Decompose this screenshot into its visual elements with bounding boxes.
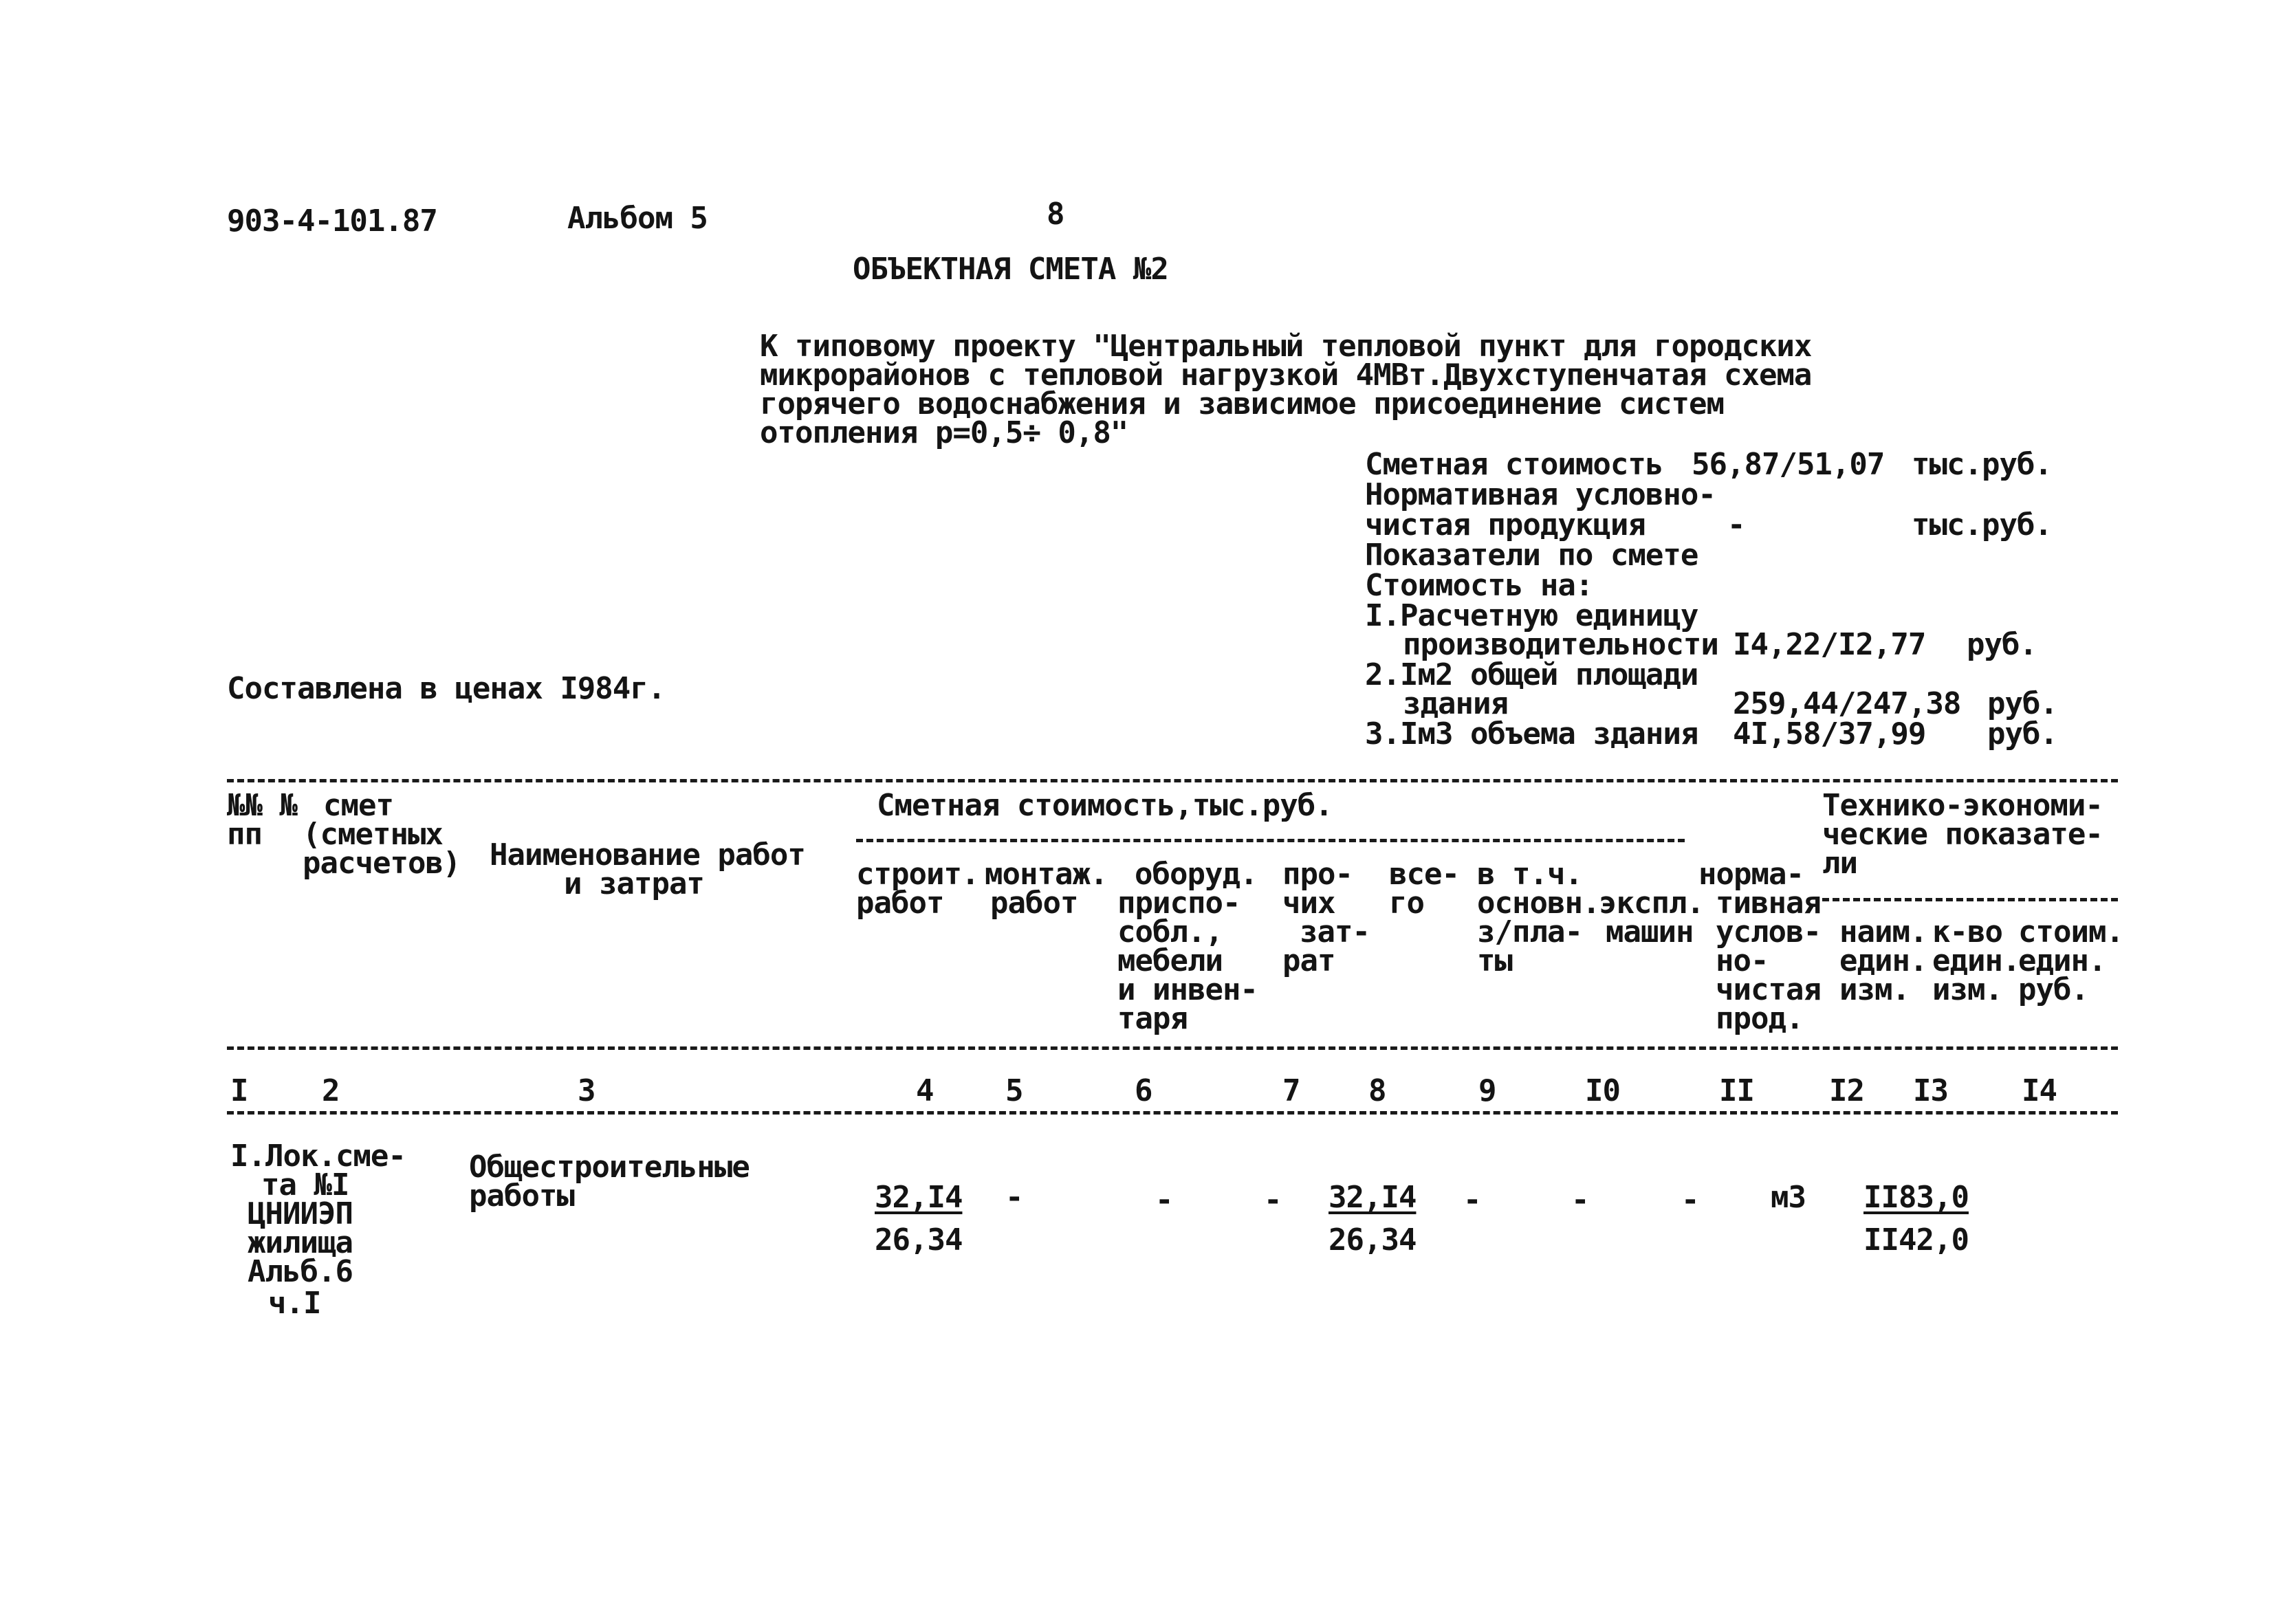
header-c6: таря [1117,1001,1188,1036]
column-number: I3 [1913,1073,1948,1108]
cell-c7: - [1264,1183,1282,1218]
header-name: и затрат [564,866,704,901]
cost-group-rule [856,839,1685,842]
indicator-2-unit: руб. [1987,686,2057,721]
row-name: Общестроительные [469,1150,750,1185]
header-c13: един. [1932,943,2020,978]
cost-value: 56,87/51,07 [1692,447,1885,482]
header-c10: машин [1606,914,1694,950]
header-c8: все- [1389,857,1459,892]
header-c12: наим. [1839,914,1927,950]
cost-label: Сметная стоимость [1365,447,1663,482]
column-number: I4 [2022,1073,2057,1108]
header-c10: экспл. [1599,886,1704,921]
indicator-3-value: 4I,58/37,99 [1733,716,1926,751]
row-ref: Альб.6 [248,1254,353,1289]
column-number: 8 [1368,1073,1386,1108]
indicator-2-value: 259,44/247,38 [1733,686,1961,721]
document-code: 903-4-101.87 [227,204,437,239]
header-c7: зат- [1300,914,1370,950]
cost-unit: тыс.руб. [1912,447,2052,482]
album-label: Альбом 5 [567,201,708,236]
cell-c5: - [1005,1180,1023,1215]
cell-c9: - [1463,1183,1481,1218]
header-c9: з/пла- [1477,914,1582,950]
header-c14: стоим. [2018,914,2123,950]
header-c14: руб. [2018,972,2088,1007]
header-c6: и инвен- [1117,972,1258,1007]
cell-c6: - [1155,1183,1173,1218]
header-cost-group: Сметная стоимость,тыс.руб. [877,788,1333,823]
indicator-1-value: I4,22/I2,77 [1733,627,1926,662]
norm-label: Нормативная условно- [1365,477,1716,512]
header-c12: изм. [1839,972,1910,1007]
indicator-1-label: производительности [1403,627,1718,662]
row-ref: ч.I [268,1286,321,1321]
cell-c8-top: 32,I4 [1329,1180,1417,1215]
header-c11: норма- [1698,857,1804,892]
indicator-2-label: здания [1403,686,1508,721]
project-line: микрорайонов с тепловой нагрузкой 4МВт.Двухступенчатая схема [760,358,1812,393]
header-c11: прод. [1716,1001,1804,1036]
indicator-3-unit: руб. [1987,716,2057,751]
header-no: пп [227,817,262,852]
cell-c13-top: II83,0 [1863,1180,1969,1215]
column-number: I [230,1073,248,1108]
cell-c4-bottom: 26,34 [875,1222,963,1258]
header-c11: чистая [1716,972,1821,1007]
header-c9: ты [1477,943,1512,978]
cell-c8-bottom: 26,34 [1329,1222,1417,1258]
indicator-3-label: 3.Iм3 объема здания [1365,716,1698,751]
row-ref: та №I [261,1167,349,1203]
cell-c10: - [1571,1183,1589,1218]
row-ref: I.Лок.сме- [230,1139,406,1174]
column-number: I2 [1829,1073,1864,1108]
header-c7: чих [1282,886,1335,921]
tech-group-rule [1822,898,2118,901]
header-smet: (сметных [303,817,443,852]
header-smet: смет [323,788,393,823]
document-title: ОБЪЕКТНАЯ СМЕТА №2 [853,252,1168,287]
header-c6: приспо- [1117,886,1240,921]
header-c11: но- [1716,943,1769,978]
row-ref: жилища [248,1225,353,1260]
header-c5: работ [990,886,1078,921]
header-name: Наименование работ [490,837,805,873]
header-c9: основн. [1477,886,1600,921]
column-number: 4 [916,1073,934,1108]
norm-label: чистая продукция [1365,507,1646,542]
header-smet: расчетов) [303,846,461,881]
column-number: 3 [578,1073,595,1108]
header-c6: собл., [1117,914,1223,950]
project-line: К типовому проекту "Центральный тепловой пункт для городских [760,329,1812,364]
header-c13: к-во [1932,914,2002,950]
cell-c11: - [1681,1183,1699,1218]
column-numbers-rule [227,1111,2118,1115]
header-tech-group: Технико-экономи- [1822,788,2103,823]
header-c6: оборуд. [1135,857,1258,892]
header-c5: монтаж. [985,857,1108,892]
header-c11: услов- [1716,914,1821,950]
header-c13: изм. [1932,972,2002,1007]
header-no: №№ № [227,788,297,823]
cell-c13-bottom: II42,0 [1863,1222,1969,1258]
row-name: работы [469,1178,574,1214]
table-rule-header-bottom [227,1046,2118,1050]
column-number: 6 [1135,1073,1152,1108]
header-tech-group: ческие показате- [1822,817,2103,852]
prices-note: Составлена в ценах I984г. [227,671,666,706]
project-line: горячего водоснабжения и зависимое присоединение систем [760,386,1724,421]
column-number: 5 [1005,1073,1023,1108]
column-number: 2 [322,1073,340,1108]
header-c4: строит. [856,857,979,892]
indicator-1-unit: руб. [1967,627,2037,662]
indicator-2-label: 2.Iм2 общей площади [1365,657,1698,692]
norm-value: - [1727,507,1745,542]
header-tech-group: ли [1822,846,1857,881]
header-c6: мебели [1117,943,1223,978]
project-line: отопления р=0,5÷ 0,8" [760,415,1128,450]
header-c4: работ [856,886,944,921]
header-c7: рат [1282,943,1335,978]
row-ref: ЦНИИЭП [248,1196,353,1231]
column-number: I0 [1585,1073,1620,1108]
header-c8: го [1389,886,1424,921]
header-c7: про- [1282,857,1353,892]
header-c14: един. [2018,943,2106,978]
header-c12: един. [1839,943,1927,978]
table-rule-top [227,779,2118,782]
indicator-1-label: I.Расчетную единицу [1365,598,1698,633]
header-c9: в т.ч. [1477,857,1582,892]
column-number: 9 [1478,1073,1496,1108]
cost-on-label: Стоимость на: [1365,568,1593,603]
column-number: 7 [1282,1073,1300,1108]
header-c11: тивная [1716,886,1821,921]
page-number: 8 [1047,197,1064,232]
column-number: II [1719,1073,1754,1108]
indicators-label: Показатели по смете [1365,538,1698,573]
cell-c4-top: 32,I4 [875,1180,963,1215]
norm-unit: тыс.руб. [1912,507,2052,542]
cell-c12: м3 [1771,1180,1806,1215]
